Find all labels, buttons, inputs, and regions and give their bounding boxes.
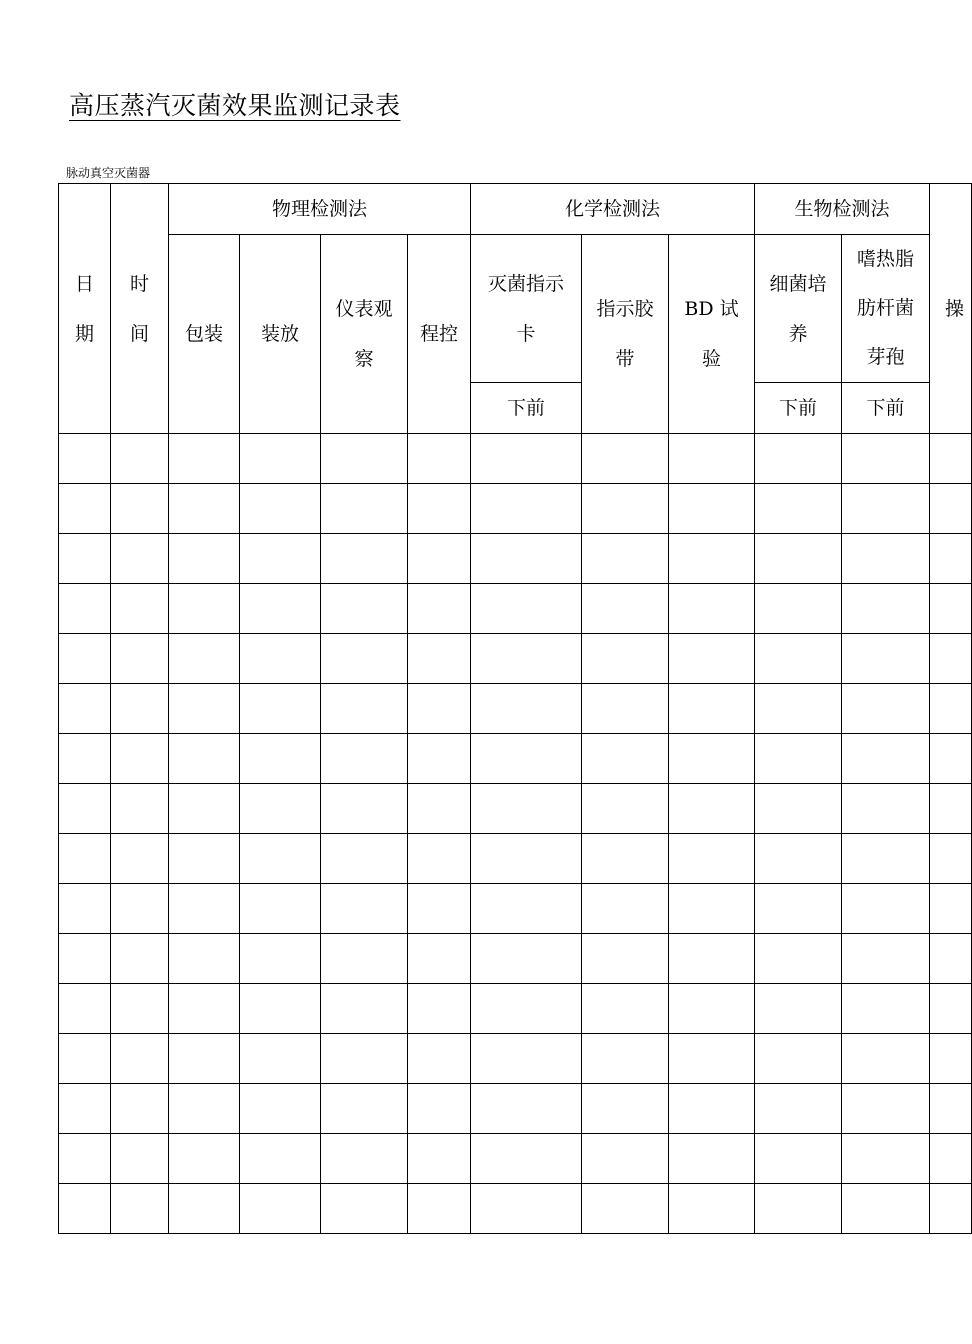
record-cell[interactable] [930, 534, 972, 584]
record-cell[interactable] [169, 1134, 240, 1184]
date-header: 日 期 [59, 184, 111, 434]
record-cell[interactable] [842, 784, 930, 834]
table-row [59, 484, 972, 534]
record-cell[interactable] [842, 484, 930, 534]
record-cell[interactable] [321, 734, 408, 784]
record-cell[interactable] [169, 1034, 240, 1084]
record-cell[interactable] [240, 1184, 321, 1234]
record-cell[interactable] [111, 484, 169, 534]
record-cell[interactable] [669, 834, 755, 884]
record-cell[interactable] [408, 1084, 471, 1134]
record-cell[interactable] [930, 584, 972, 634]
monitoring-record-table [58, 183, 972, 1234]
biological-method-header: 生物检测法 [755, 184, 930, 235]
record-cell[interactable] [755, 734, 842, 784]
record-cell[interactable] [169, 934, 240, 984]
table-row [59, 734, 972, 784]
record-cell[interactable] [471, 684, 582, 734]
record-cell[interactable] [582, 1034, 669, 1084]
record-cell[interactable] [111, 1034, 169, 1084]
record-cell[interactable] [240, 634, 321, 684]
record-cell[interactable] [169, 834, 240, 884]
record-cell[interactable] [471, 734, 582, 784]
record-cell[interactable] [169, 784, 240, 834]
record-cell[interactable] [582, 834, 669, 884]
record-cell[interactable] [240, 784, 321, 834]
record-cell[interactable] [321, 1184, 408, 1234]
table-row [59, 1134, 972, 1184]
record-cell[interactable] [321, 434, 408, 484]
table-row [59, 934, 972, 984]
record-cell[interactable] [321, 634, 408, 684]
record-cell[interactable] [240, 684, 321, 734]
record-cell[interactable] [471, 634, 582, 684]
record-cell[interactable] [930, 934, 972, 984]
record-cell[interactable] [582, 1134, 669, 1184]
record-cell[interactable] [755, 1084, 842, 1134]
bd-test-header: BD 试 验 [669, 235, 755, 434]
record-cell[interactable] [471, 1184, 582, 1234]
time-header: 时 间 [111, 184, 169, 434]
record-cell[interactable] [669, 434, 755, 484]
record-cell[interactable] [669, 1084, 755, 1134]
record-cell[interactable] [169, 584, 240, 634]
record-cell[interactable] [842, 684, 930, 734]
table-row [59, 634, 972, 684]
record-cell[interactable] [669, 1184, 755, 1234]
record-cell[interactable] [930, 984, 972, 1034]
record-cell[interactable] [111, 1134, 169, 1184]
record-cell[interactable] [842, 834, 930, 884]
record-cell[interactable] [408, 984, 471, 1034]
record-cell[interactable] [111, 984, 169, 1034]
record-cell[interactable] [111, 434, 169, 484]
record-cell[interactable] [59, 684, 111, 734]
chemical-method-header: 化学检测法 [471, 184, 755, 235]
record-cell[interactable] [169, 1084, 240, 1134]
record-cell[interactable] [59, 1184, 111, 1234]
record-cell[interactable] [408, 734, 471, 784]
table-row [59, 584, 972, 634]
record-cell[interactable] [582, 884, 669, 934]
record-cell[interactable] [582, 1084, 669, 1134]
operator-header: 操 [930, 184, 972, 434]
record-cell[interactable] [59, 434, 111, 484]
record-cell[interactable] [169, 734, 240, 784]
record-cell[interactable] [169, 1184, 240, 1234]
record-cell[interactable] [321, 534, 408, 584]
gauge-observation-header: 仪表观 察 [321, 235, 408, 434]
record-cell[interactable] [111, 834, 169, 884]
record-cell[interactable] [842, 434, 930, 484]
packaging-header: 包装 [169, 235, 240, 434]
record-cell[interactable] [471, 984, 582, 1034]
physical-method-header: 物理检测法 [169, 184, 471, 235]
record-cell[interactable] [240, 584, 321, 634]
record-cell[interactable] [408, 484, 471, 534]
record-cell[interactable] [755, 984, 842, 1034]
record-cell[interactable] [755, 1134, 842, 1184]
record-cell[interactable] [755, 634, 842, 684]
record-cell[interactable] [755, 584, 842, 634]
record-cell[interactable] [930, 734, 972, 784]
record-cell[interactable] [471, 1084, 582, 1134]
record-cell[interactable] [842, 884, 930, 934]
record-cell[interactable] [471, 934, 582, 984]
record-cell[interactable] [582, 434, 669, 484]
indicator-card-header: 灭菌指示 卡 [471, 235, 582, 383]
record-cell[interactable] [59, 984, 111, 1034]
record-cell[interactable] [669, 734, 755, 784]
record-cell[interactable] [930, 684, 972, 734]
record-cell[interactable] [321, 1134, 408, 1184]
record-cell[interactable] [930, 834, 972, 884]
record-cell[interactable] [169, 484, 240, 534]
record-cell[interactable] [471, 1034, 582, 1084]
spore-subheader: 下前 [842, 383, 930, 434]
record-cell[interactable] [842, 534, 930, 584]
record-cell[interactable] [321, 484, 408, 534]
record-cell[interactable] [408, 1134, 471, 1184]
record-cell[interactable] [842, 1134, 930, 1184]
table-row [59, 684, 972, 734]
record-cell[interactable] [111, 1084, 169, 1134]
record-cell[interactable] [930, 884, 972, 934]
record-cell[interactable] [111, 734, 169, 784]
record-cell[interactable] [240, 984, 321, 1034]
record-cell[interactable] [321, 1034, 408, 1084]
record-cell[interactable] [111, 784, 169, 834]
page-title: 高压蒸汽灭菌效果监测记录表 [69, 91, 401, 120]
program-control-header: 程控 [408, 235, 471, 434]
table-row [59, 784, 972, 834]
record-cell[interactable] [669, 1034, 755, 1084]
record-cell[interactable] [471, 784, 582, 834]
record-cell[interactable] [408, 584, 471, 634]
record-cell[interactable] [471, 1134, 582, 1184]
table-row [59, 1084, 972, 1134]
record-cell[interactable] [169, 434, 240, 484]
record-cell[interactable] [321, 834, 408, 884]
record-cell[interactable] [930, 1134, 972, 1184]
record-cell[interactable] [471, 884, 582, 934]
indicator-card-subheader: 下前 [471, 383, 582, 434]
record-cell[interactable] [669, 684, 755, 734]
record-cell[interactable] [59, 834, 111, 884]
record-cell[interactable] [930, 634, 972, 684]
record-cell[interactable] [169, 684, 240, 734]
record-cell[interactable] [669, 484, 755, 534]
record-cell[interactable] [582, 784, 669, 834]
record-cell[interactable] [755, 784, 842, 834]
record-cell[interactable] [240, 484, 321, 534]
record-cell[interactable] [59, 1034, 111, 1084]
record-cell[interactable] [408, 834, 471, 884]
record-cell[interactable] [321, 584, 408, 634]
record-cell[interactable] [930, 1184, 972, 1234]
record-cell[interactable] [930, 1084, 972, 1134]
record-cell[interactable] [111, 1184, 169, 1234]
record-cell[interactable] [582, 634, 669, 684]
record-cell[interactable] [842, 734, 930, 784]
table-row [59, 984, 972, 1034]
table-row [59, 1034, 972, 1084]
record-cell[interactable] [240, 434, 321, 484]
record-cell[interactable] [169, 634, 240, 684]
bacteria-culture-header: 细菌培 养 [755, 235, 842, 383]
record-rows [59, 434, 972, 1234]
record-cell[interactable] [755, 1184, 842, 1234]
record-cell[interactable] [240, 934, 321, 984]
record-cell[interactable] [669, 634, 755, 684]
record-cell[interactable] [582, 484, 669, 534]
record-cell[interactable] [582, 534, 669, 584]
record-cell[interactable] [408, 684, 471, 734]
record-cell[interactable] [59, 1084, 111, 1134]
record-cell[interactable] [471, 834, 582, 884]
record-cell[interactable] [321, 984, 408, 1034]
record-cell[interactable] [321, 934, 408, 984]
record-cell[interactable] [930, 784, 972, 834]
record-cell[interactable] [169, 984, 240, 1034]
record-cell[interactable] [111, 934, 169, 984]
record-cell[interactable] [169, 884, 240, 934]
record-cell[interactable] [930, 484, 972, 534]
record-cell[interactable] [582, 584, 669, 634]
record-cell[interactable] [755, 834, 842, 884]
record-cell[interactable] [321, 684, 408, 734]
record-cell[interactable] [842, 1034, 930, 1084]
record-cell[interactable] [582, 934, 669, 984]
table-row [59, 834, 972, 884]
record-cell[interactable] [111, 684, 169, 734]
record-cell[interactable] [755, 484, 842, 534]
record-cell[interactable] [842, 584, 930, 634]
record-cell[interactable] [669, 534, 755, 584]
record-cell[interactable] [755, 934, 842, 984]
record-cell[interactable] [321, 884, 408, 934]
record-cell[interactable] [111, 634, 169, 684]
record-cell[interactable] [582, 734, 669, 784]
record-cell[interactable] [582, 684, 669, 734]
record-cell[interactable] [930, 1034, 972, 1084]
record-cell[interactable] [240, 1084, 321, 1134]
record-cell[interactable] [240, 884, 321, 934]
table-row [59, 534, 972, 584]
record-cell[interactable] [408, 884, 471, 934]
record-cell[interactable] [930, 434, 972, 484]
record-cell[interactable] [669, 934, 755, 984]
table-row [59, 884, 972, 934]
record-cell[interactable] [59, 884, 111, 934]
record-cell[interactable] [669, 784, 755, 834]
record-cell[interactable] [408, 434, 471, 484]
record-cell[interactable] [842, 1084, 930, 1134]
record-cell[interactable] [408, 1184, 471, 1234]
record-cell[interactable] [669, 584, 755, 634]
indicator-tape-header: 指示胶 带 [582, 235, 669, 434]
record-cell[interactable] [240, 1134, 321, 1184]
record-cell[interactable] [842, 984, 930, 1034]
record-cell[interactable] [240, 534, 321, 584]
record-cell[interactable] [59, 584, 111, 634]
record-cell[interactable] [408, 934, 471, 984]
record-cell[interactable] [471, 534, 582, 584]
record-cell[interactable] [59, 734, 111, 784]
record-cell[interactable] [669, 984, 755, 1034]
record-cell[interactable] [111, 584, 169, 634]
bacteria-culture-subheader: 下前 [755, 383, 842, 434]
record-cell[interactable] [59, 934, 111, 984]
table-row [59, 1184, 972, 1234]
record-cell[interactable] [755, 434, 842, 484]
record-cell[interactable] [59, 1134, 111, 1184]
record-cell[interactable] [755, 1034, 842, 1084]
record-cell[interactable] [321, 784, 408, 834]
thermophilic-spore-header: 嗜热脂 肪杆菌 芽孢 [842, 235, 930, 383]
record-cell[interactable] [240, 734, 321, 784]
record-cell[interactable] [59, 634, 111, 684]
record-cell[interactable] [59, 534, 111, 584]
record-cell[interactable] [59, 484, 111, 534]
record-cell[interactable] [408, 534, 471, 584]
record-cell[interactable] [842, 1184, 930, 1234]
sterilizer-type-label: 脉动真空灭菌器 [66, 166, 151, 180]
record-cell[interactable] [582, 984, 669, 1034]
loading-header: 装放 [240, 235, 321, 434]
record-cell[interactable] [755, 684, 842, 734]
record-cell[interactable] [321, 1084, 408, 1134]
record-cell[interactable] [240, 1034, 321, 1084]
record-cell[interactable] [842, 934, 930, 984]
record-cell[interactable] [408, 784, 471, 834]
record-cell[interactable] [582, 1184, 669, 1234]
table-row [59, 434, 972, 484]
record-cell[interactable] [111, 884, 169, 934]
record-cell[interactable] [471, 484, 582, 534]
record-cell[interactable] [755, 884, 842, 934]
record-cell[interactable] [755, 534, 842, 584]
record-cell[interactable] [471, 584, 582, 634]
record-cell[interactable] [59, 784, 111, 834]
record-cell[interactable] [842, 634, 930, 684]
record-cell[interactable] [240, 834, 321, 884]
record-cell[interactable] [669, 884, 755, 934]
record-cell[interactable] [169, 534, 240, 584]
record-cell[interactable] [471, 434, 582, 484]
record-cell[interactable] [669, 1134, 755, 1184]
record-cell[interactable] [408, 1034, 471, 1084]
record-cell[interactable] [408, 634, 471, 684]
record-cell[interactable] [111, 534, 169, 584]
